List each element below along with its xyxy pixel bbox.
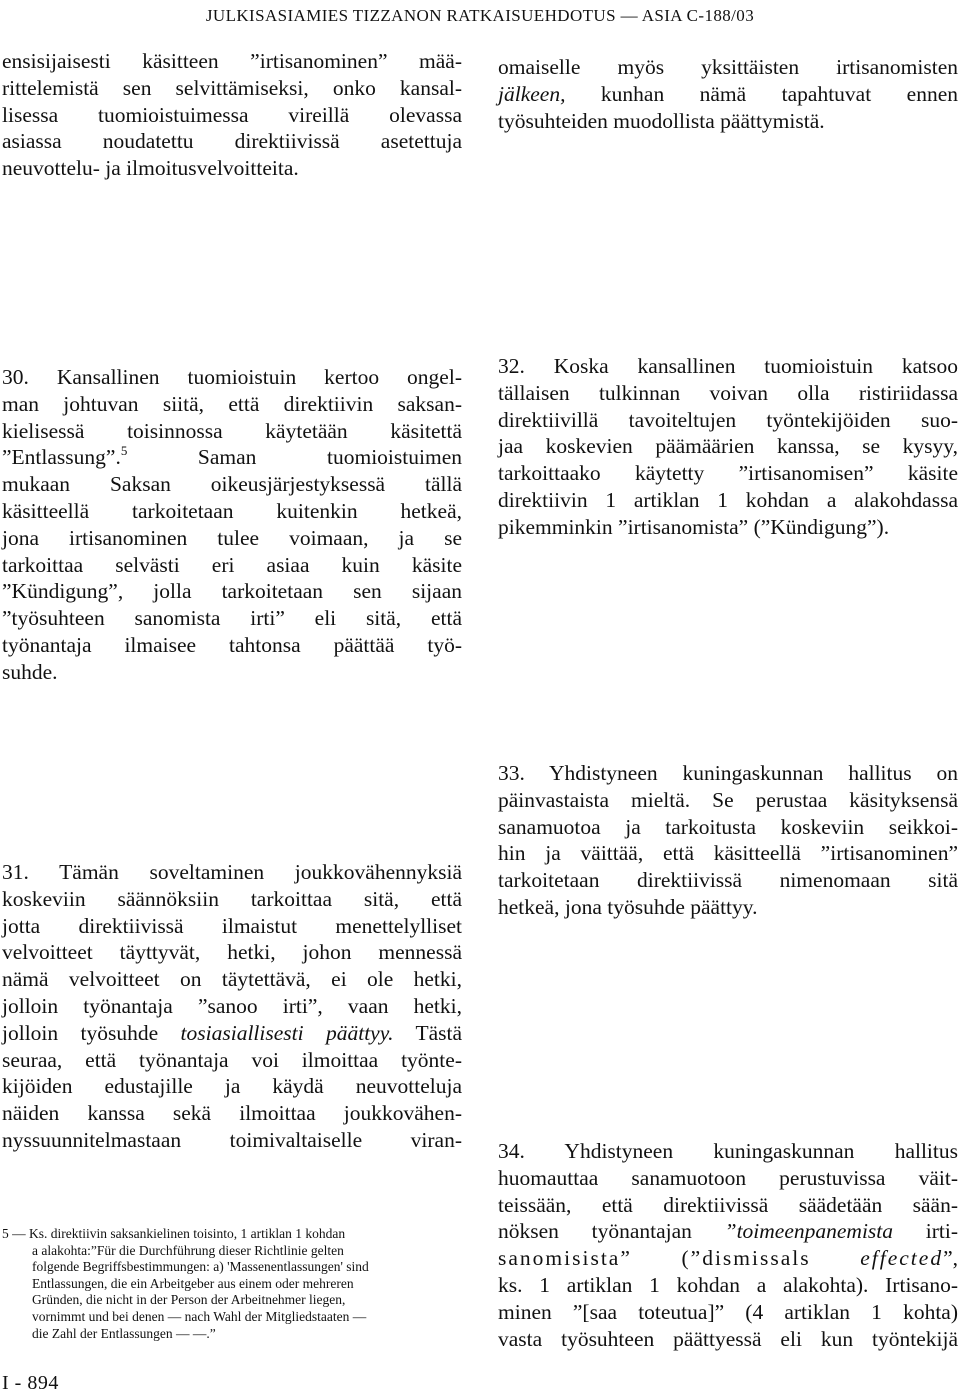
text-line: jaa koskevien päämäärien kanssa, se kysyy, <box>498 434 958 459</box>
spaced-text: sanomisista” (”dismissals <box>498 1246 861 1271</box>
text-line: seuraa, että työnantaja voi ilmoittaa työnte- <box>2 1047 462 1072</box>
text-line: asiassa noudatettu direktiivissä asetettuja <box>2 129 462 154</box>
italic-text: effected <box>860 1246 944 1271</box>
text-line: näiden kanssa sekä ilmoittaa joukkovähen- <box>2 1101 462 1126</box>
footnote-reference[interactable]: 5 <box>120 443 128 459</box>
text-segment: jolloin työsuhde <box>2 1020 181 1045</box>
text-line <box>498 1245 958 1272</box>
text-line: jotta direktiivissä ilmaistut menettelylliset <box>2 913 462 938</box>
text-line: nämä velvoitteet on täytettävä, ei ole hetki, <box>2 967 462 992</box>
paragraph-33 <box>498 760 958 921</box>
text-line: direktiivin 1 artiklan 1 kohdan a alakohdassa <box>498 487 958 512</box>
text-line: hetkeä, jona työsuhde päättyy. <box>498 894 758 919</box>
page-number: I - 894 <box>2 1372 59 1394</box>
italic-text: jälkeen, <box>498 81 566 106</box>
text-segment: kunhan nämä tapahtuvat ennen <box>565 81 958 106</box>
text-line: sanamuotoa ja tarkoitusta koskeviin seikkoi- <box>498 814 958 839</box>
text-line: 32. Koska kansallinen tuomioistuin katsoo <box>498 354 958 378</box>
text-segment: Tästä <box>393 1020 463 1045</box>
footnote-marker: 5 — <box>2 1226 29 1241</box>
text-line: hin ja väittää, että käsitteellä ”irtisanominen” <box>498 841 958 866</box>
text-line: omaiselle myös yksittäisten irtisanomisten <box>498 55 958 79</box>
text-segment: nöksen työnantajan <box>498 1219 725 1244</box>
text-line: tarkoittaa selvästi eri asiaa kuin käsite <box>2 552 462 577</box>
text-line: neuvottelu- ja ilmoitusvelvoitteita. <box>2 156 299 181</box>
italic-text: tosiasiallisesti päättyy. <box>180 1020 394 1045</box>
footnote-line: a alakohta:”Für die Durchführung dieser Richtlinie gelten <box>32 1242 344 1258</box>
italic-text: ”toimeenpanemista <box>724 1219 894 1244</box>
text-line <box>498 1218 958 1245</box>
text-line: työsuhteiden muodollista päättymistä. <box>498 108 825 133</box>
text-line: pikemminkin ”irtisanomista” (”Kündigung”). <box>498 514 890 539</box>
text-line: tällaisen tulkinnan voivan olla ristiriidassa <box>498 380 958 405</box>
text-line: vasta työsuhteen päättyessä eli kun työntekijä <box>498 1326 958 1351</box>
text-line: koskeviin säännöksiin tarkoittaa sitä, että <box>2 886 462 911</box>
paragraph-32 <box>498 353 958 541</box>
footnote-5 <box>2 1226 462 1342</box>
text-line: ensisijaisesti käsitteen ”irtisanominen” mää- <box>2 49 462 73</box>
text-line: työnantaja ilmaisee tahtonsa päättää työ- <box>2 632 462 657</box>
footnote-line <box>2 1226 462 1243</box>
text-line: velvoitteet täyttyvät, hetki, johon mennessä <box>2 940 462 965</box>
text-line: rittelemistä sen selvittämiseksi, onko kansal- <box>2 75 462 100</box>
text-line: ”työsuhteen sanomista irti” eli sitä, että <box>2 606 462 631</box>
text-line: tarkoittaako käytetty ”irtisanomisen” käsite <box>498 461 958 486</box>
text-line: suhde. <box>2 659 58 684</box>
text-line: ”Kündigung”, jolla tarkoitetaan sen sijaan <box>2 579 462 604</box>
text-line: jona irtisanominen tulee voimaan, ja se <box>2 525 462 550</box>
text-line: lisessa tuomioistuimessa vireillä olevassa <box>2 102 462 127</box>
text-segment: irti- <box>893 1219 958 1244</box>
footnote-line: die Zahl der Entlassungen — —.” <box>32 1325 216 1341</box>
paragraph-30 <box>2 364 462 686</box>
footnote-line: vornimmt und bei denen — nach Wahl der Mitgliedstaaten — <box>32 1308 367 1324</box>
paragraph-31 <box>2 859 462 1154</box>
text-line <box>498 81 958 108</box>
left-intro-paragraph <box>2 48 462 182</box>
text-segment: ”Entlassung”. <box>2 445 121 470</box>
text-line: 34. Yhdistyneen kuningaskunnan hallitus <box>498 1139 958 1163</box>
text-line <box>2 1020 462 1047</box>
text-segment: Ks. direktiivin saksankielinen toisinto, 1 artiklan 1 kohdan <box>29 1226 346 1241</box>
text-line <box>2 444 462 471</box>
text-line: kielisessä toisinnossa käytetään käsitettä <box>2 418 462 443</box>
text-line: ks. 1 artiklan 1 kohdan a alakohta). Irtisano- <box>498 1272 958 1297</box>
text-line: nyssuunnitelmastaan toimivaltaiselle viran- <box>2 1127 462 1152</box>
text-line: huomauttaa sanamuotoon perustuvissa väit- <box>498 1165 958 1190</box>
text-segment: Saman tuomioistuimen <box>127 445 462 470</box>
footnote-line: Entlassungen, die ein Arbeitgeber aus einem oder mehreren <box>32 1275 354 1291</box>
text-line: 33. Yhdistyneen kuningaskunnan hallitus on <box>498 761 958 785</box>
running-head: JULKISASIAMIES TIZZANON RATKAISUEHDOTUS — ASIA C-188/03 <box>205 6 755 25</box>
text-line: man johtuvan siitä, että direktiivin saksan- <box>2 391 462 416</box>
paragraph-34 <box>498 1138 958 1352</box>
right-intro-paragraph <box>498 54 958 134</box>
text-line: jolloin työnantaja ”sanoo irti”, vaan hetki, <box>2 993 462 1018</box>
text-line: teissään, että direktiivissä säädetään sään- <box>498 1192 958 1217</box>
text-line: 30. Kansallinen tuomioistuin kertoo ongel- <box>2 365 462 389</box>
text-segment: ”, <box>943 1246 958 1271</box>
text-line: käsitteellä tarkoitetaan kuitenkin hetkeä, <box>2 498 462 523</box>
text-line: kijöiden edustajille ja käydä neuvotteluja <box>2 1074 462 1099</box>
text-line: päinvastaista mieltä. Se perustaa käsityksensä <box>498 787 958 812</box>
footnote-line: Gründen, die nicht in der Person der Arbeitnehmer liegen, <box>32 1292 346 1308</box>
text-line: minen ”[saa toteutua]” (4 artiklan 1 kohta) <box>498 1299 958 1324</box>
footnote-line: folgende Begriffsbestimmungen: a) 'Massenentlassungen' sind <box>32 1259 369 1275</box>
text-line: direktiivillä tavoiteltujen työntekijöiden suo- <box>498 407 958 432</box>
text-line: 31. Tämän soveltaminen joukkovähennyksiä <box>2 860 462 884</box>
text-line: tarkoitetaan direktiivissä nimenomaan sitä <box>498 868 958 893</box>
text-line: mukaan Saksan oikeusjärjestyksessä tällä <box>2 472 462 497</box>
